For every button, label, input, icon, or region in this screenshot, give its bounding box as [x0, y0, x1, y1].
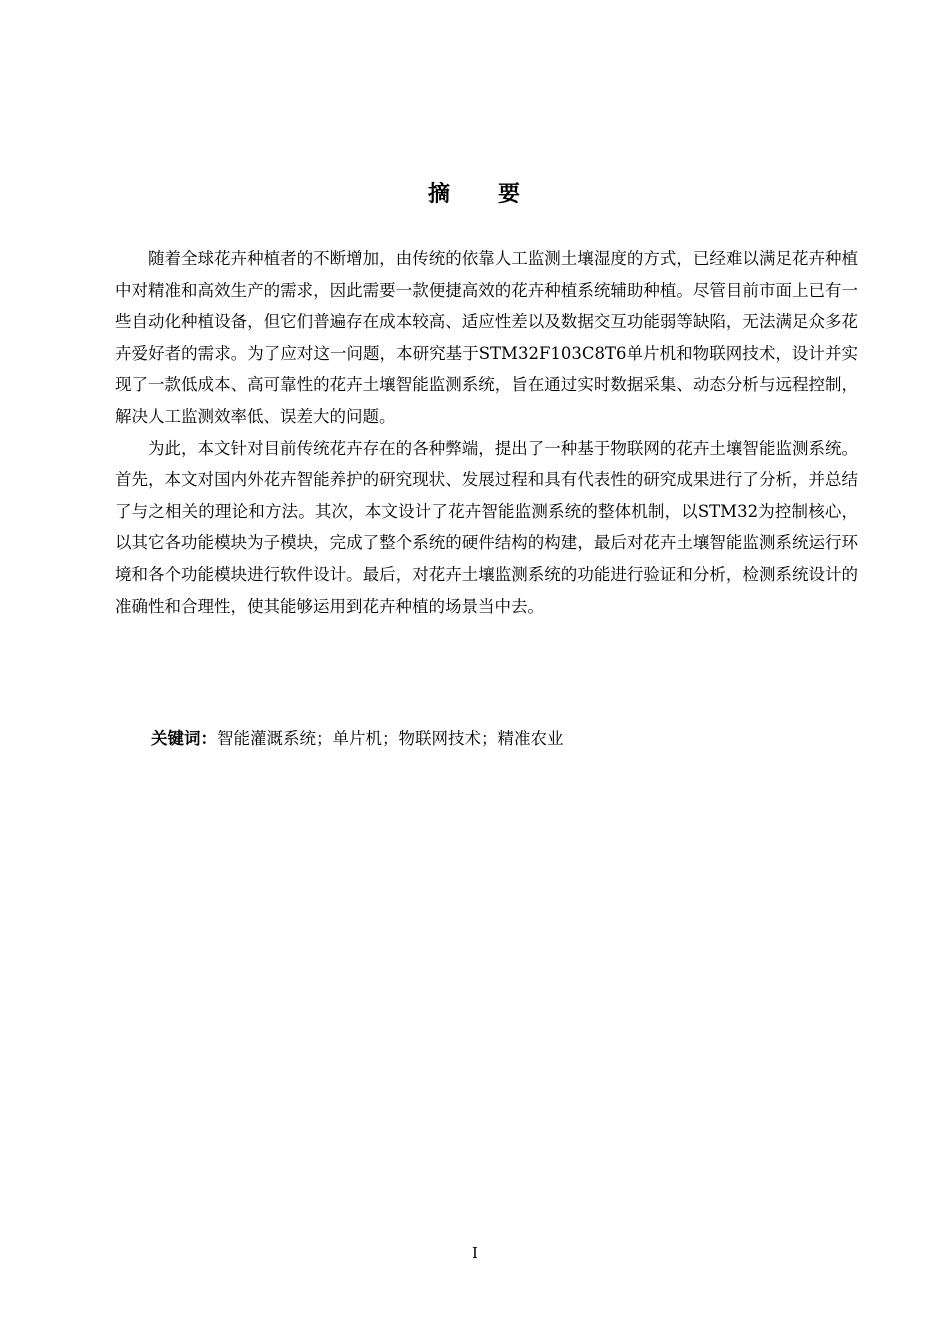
abstract-body [115, 243, 858, 622]
abstract-paragraph-2: 为此，本文针对目前传统花卉存在的各种弊端，提出了一种基于物联网的花卉土壤智能监测系统。首先，本文对国内外花卉智能养护的研究现状、发展过程和具有代表性的研究成果进行了分析，并总结了与之相关的理论和方法。其次，本文设计了花卉智能监测系统的整体机制，以STM32为控制核心，以其它各功能模块为子模块，完成了整个系统的硬件结构的构建，最后对花卉土壤智能监测系统运行环境和各个功能模块进行软件设计。最后，对花卉土壤监测系统的功能进行验证和分析，检测系统设计的准确性和合理性，使其能够运用到花卉种植的场景当中去。 [115, 438, 858, 616]
title-char-2: 要 [498, 182, 523, 207]
page-number: I [472, 1244, 478, 1262]
abstract-paragraph-1: 随着全球花卉种植者的不断增加，由传统的依靠人工监测土壤湿度的方式，已经难以满足花卉种植中对精准和高效生产的需求，因此需要一款便捷高效的花卉种植系统辅助种植。尽管目前市面上已有一些自动化种植设备，但它们普遍存在成本较高、适应性差以及数据交互功能弱等缺陷，无法满足众多花卉爱好者的需求。为了应对这一问题，本研究基于STM32F103C8T6单片机和物联网技术，设计并实现了一款低成本、高可靠性的花卉土壤智能监测系统，旨在通过实时数据采集、动态分析与远程控制，解决人工监测效率低、误差大的问题。 [115, 249, 858, 426]
keywords-text: 智能灌溉系统；单片机；物联网技术；精准农业 [217, 729, 564, 748]
title-char-1: 摘 [427, 182, 452, 207]
abstract-title [0, 180, 950, 210]
keywords-label: 关键词： [151, 729, 217, 748]
keywords-line [151, 724, 564, 754]
